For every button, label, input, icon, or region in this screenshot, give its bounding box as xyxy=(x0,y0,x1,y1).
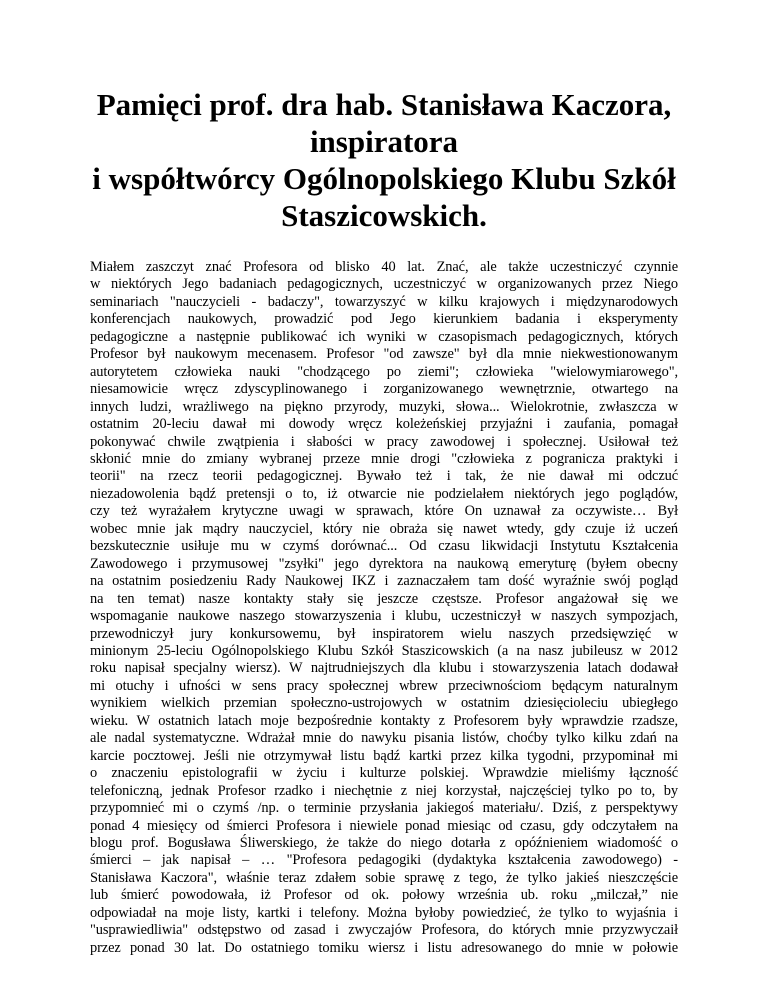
body-line: ostatnim 20-leciu dawał mi dowody wręcz koleżeńskiej przyjaźni i zaufania, pomagał xyxy=(90,416,678,433)
body-line: lub śmierć powodowała, iż Profesor od ok. połowy września ub. roku „milczał,” nie xyxy=(90,887,678,904)
body-line: pedagogiczne a następnie publikować ich wyniki w czasopismach pedagogicznych, których xyxy=(90,328,678,345)
body-line: przypomnieć mi o czymś /np. o terminie przysłania jakiegoś materiału/. Dziś, z perspektywy xyxy=(90,800,678,817)
body-line: karcie pocztowej. Jeśli nie otrzymywał listu bądź kartki przez kilka tygodni, przypominał mi xyxy=(90,747,678,764)
body-line: pokonywać chwile zwątpienia i słabości w pracy zawodowej i społecznej. Usiłował też xyxy=(90,433,678,450)
body-line: innych ludzi, wrażliwego na piękno przyrody, muzyki, słowa... Wielokrotnie, zwłaszcza w xyxy=(90,398,678,415)
body-line: odpowiadał na moje listy, kartki i telefony. Można byłoby powiedzieć, że tylko to wyjaśnia i xyxy=(90,904,678,921)
body-line: niesamowicie wręcz zdyscyplinowanego i zorganizowanego wewnętrznie, otwartego na xyxy=(90,381,678,398)
body-line: przewodniczył jury konkursowemu, był inspiratorem wielu naszych przedsięwzięć w xyxy=(90,625,678,642)
title-line: Staszicowskich. xyxy=(281,198,487,233)
body-line: czy też wyrażałem krytyczne uwagi w sprawach, które On uznawał za oczywiste… Był xyxy=(90,503,678,520)
body-line: wieku. W ostatnich latach moje bezpośrednie kontakty z Profesorem były wprawdzie rzadsze, xyxy=(90,712,678,729)
body-line: śmierci – jak napisał – … "Profesora pedagogiki (dydaktyka kształcenia zawodowego) - xyxy=(90,852,678,869)
body-paragraph xyxy=(90,259,678,957)
body-line: Zawodowego i przymusowej "zsyłki" jego dyrektora na naukową emeryturę (byłem obecny xyxy=(90,555,678,572)
title-line: Pamięci prof. dra hab. Stanisława Kaczora, xyxy=(96,87,672,122)
body-line: wspomaganie naukowe naszego stowarzyszenia i klubu, uczestniczył w naszych sympozjach, xyxy=(90,608,678,625)
title-line: inspiratora xyxy=(309,124,459,159)
body-line: skłonić mnie do zmiany wybranej przeze mnie drogi "człowieka z pogranicza praktyki i xyxy=(90,450,678,467)
body-line: mi otuchy i ufności w sens pracy społecznej wbrew przeciwnościom będącym naturalnym xyxy=(90,677,678,694)
body-line: blogu prof. Bogusława Śliwerskiego, że także do niego dotarła z opóźnieniem wiadomość o xyxy=(90,834,678,851)
document-title xyxy=(80,86,688,234)
title-line: i współtwórcy Ogólnopolskiego Klubu Szkół xyxy=(92,161,676,196)
body-line: autorytetem człowieka nauki "chodzącego po ziemi"; człowieka "wielowymiarowego", xyxy=(90,363,678,380)
body-line: ale nadal systematyczne. Wdrażał mnie do nawyku pisania listów, choćby tylko kilku zdań na xyxy=(90,730,678,747)
body-line: wobec mnie jak mądry nauczyciel, który nie obraża się nawet wtedy, gdy czuje iż uczeń xyxy=(90,520,678,537)
body-line: Miałem zaszczyt znać Profesora od blisko 40 lat. Znać, ale także uczestniczyć czynnie xyxy=(90,259,678,275)
body-line: "usprawiedliwia" odstępstwo od zasad i zwyczajów Profesora, do których mnie przyzwyczaił xyxy=(90,922,678,939)
body-line: przez ponad 30 lat. Do ostatniego tomiku wiersz i listu adresowanego do mnie w połowie xyxy=(90,939,678,956)
body-line: o znaczeniu epistolografii w życiu i kulturze polskiej. Wprawdzie mieliśmy łączność xyxy=(90,765,678,782)
body-line: konferencjach naukowych, prowadzić pod Jego kierunkiem badania i eksperymenty xyxy=(90,311,678,328)
body-line: wynikiem wielkich przemian społeczno-ustrojowych w ostatnim dziesięcioleciu ubiegłego xyxy=(90,695,678,712)
body-line: w niektórych Jego badaniach pedagogicznych, uczestniczyć w organizowanych przez Niego xyxy=(90,276,678,293)
body-line: ponad 4 miesięcy od śmierci Profesora i niewiele ponad miesiąc od czasu, gdy odczytałem na xyxy=(90,817,678,834)
body-line: bezskutecznie usiłuje mu w czymś dorównać... Od czasu likwidacji Instytutu Kształcenia xyxy=(90,538,678,555)
body-line: telefoniczną, jednak Profesor rzadko i niechętnie z niej korzystał, najczęściej tylko po to, by xyxy=(90,782,678,799)
body-line: minionym 25-leciu Ogólnopolskiego Klubu Szkół Staszicowskich (a na nasz jubileusz w 2012 xyxy=(90,642,678,659)
body-line: na ten temat) nasze kontakty stały się jeszcze częstsze. Profesor angażował się we xyxy=(90,590,678,607)
body-line: na ostatnim posiedzeniu Rady Naukowej IKZ i zaznaczałem tam dość wyraźnie swój pogląd xyxy=(90,573,678,590)
body-line: teorii" na rzecz teorii pedagogicznej. Bywało też i tak, że nie dawał mi odczuć xyxy=(90,468,678,485)
body-line: Stanisława Kaczora", właśnie teraz zdałem sobie sprawę z tego, że tylko jakieś nieszczęście xyxy=(90,869,678,886)
body-line: Profesor był naukowym mecenasem. Profesor "od zawsze" był dla mnie niekwestionowanym xyxy=(90,346,678,363)
body-line: niezadowolenia bądź pretensji o to, iż otwarcie nie podzielałem niektórych jego poglądów, xyxy=(90,485,678,502)
body-line: roku napisał specjalny wiersz). W najtrudniejszych dla klubu i stowarzyszenia latach dodawał xyxy=(90,660,678,677)
body-line: seminariach "nauczycieli - badaczy", towarzyszyć w kilku krajowych i międzynarodowych xyxy=(90,293,678,310)
